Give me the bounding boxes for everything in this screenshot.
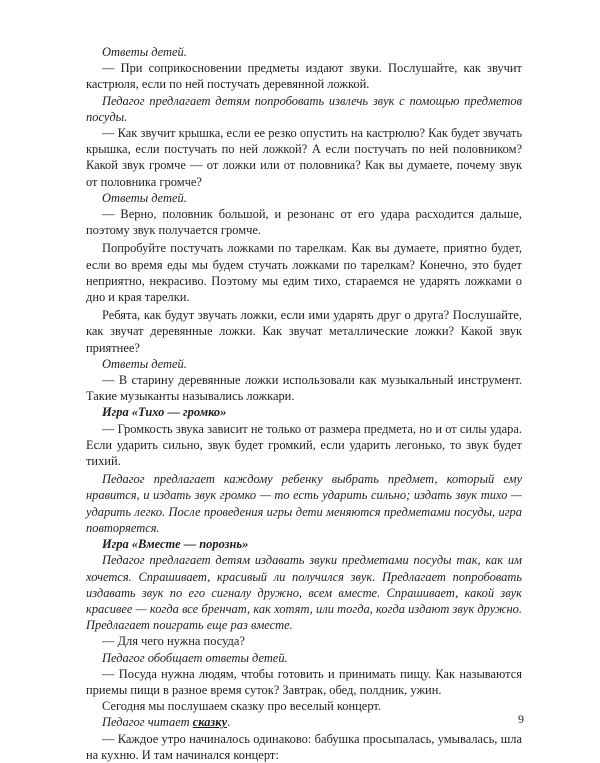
period: .: [227, 715, 231, 730]
paragraph-children-answers: Ответы детей.: [102, 190, 187, 205]
heading-game-quiet-loud: Игра «Тихо — громко»: [102, 405, 227, 420]
paragraph-volume: — Громкость звука зависит не только от размера предмета, но и от силы удара. Если ударить сильно, звук будет громкий, если ударить легонько, то звук будет тихий.: [86, 421, 522, 469]
paragraph-lozhkari: — В старину деревянные ложки использовали как музыкальный инструмент. Такие музыканты назывались ложкари.: [86, 373, 522, 404]
paragraph-teacher-summarizes: Педагог обобщает ответы детей.: [102, 650, 288, 665]
paragraph-together-instructions: Педагог предлагает детям издавать звуки предметами посуды так, как им хочется. Спрашивает, красивый ли получился звук. Предлагает попробовать издавать звук по его сигналу дружно, всем вместе. Спрашивает, какой звук красивее — когда все бренчат, как хотят, или тогда, когда издают звук дружно. Предлагает поиграть еще раз вместе.: [86, 553, 522, 633]
paragraph-spoons: Ребята, как будут звучать ложки, если ими ударять друг о друга? Послушайте, как звучат деревянные ложки. Как звучат металлические ложки? Какой звук приятнее?: [86, 308, 522, 355]
paragraph-children-answers: Ответы детей.: [102, 45, 187, 59]
paragraph-teacher-reads: [86, 714, 522, 730]
paragraph-meals: — Посуда нужна людям, чтобы готовить и принимать пищу. Как называются приемы пищи в разное время суток? Завтрак, обед, полдник, ужин.: [86, 666, 522, 697]
paragraph-dishes-question: — Для чего нужна посуда?: [102, 634, 245, 649]
paragraph-lid-questions: — Как звучит крышка, если ее резко опустить на кастрюлю? Как будет звучать крышка, если постучать по ней ложкой? А если постучать по ней половником? Какой звук громче — от ложки или от половника? Как вы думаете, почему звук от половника громче?: [86, 126, 522, 189]
paragraph-ladle-resonance: — Верно, половник большой, и резонанс от его удара расходится дальше, поэтому звук получается громче.: [86, 207, 522, 238]
paragraph-plates: Попробуйте постучать ложками по тарелкам. Как вы думаете, приятно будет, если во время еды мы будем стучать ложками по тарелкам? Конечно, это будет неприятно, некрасиво. Поэтому мы едим тихо, стараемся не ударять ложками о дно и края тарелки.: [86, 241, 522, 305]
page-number: 9: [518, 712, 524, 726]
paragraph-morning-concert: — Каждое утро начиналось одинаково: бабушка просыпалась, умывалась, шла на кухню. И там начинался концерт:: [86, 731, 522, 762]
paragraph-saucepan-sound: — При соприкосновении предметы издают звуки. Послушайте, как звучит кастрюля, если по ней постучать деревянной ложкой.: [86, 61, 522, 92]
paragraph-children-answers: Ответы детей.: [102, 356, 187, 371]
paragraph-game-instructions: Педагог предлагает каждому ребенку выбрать предмет, который ему нравится, и издать звук громко — то есть ударить сильно; издать звук тихо — ударить легко. После проведения игры дети меняются предметами посуды, игра повторяется.: [86, 472, 522, 535]
paragraph-teacher-offers: Педагог предлагает детям попробовать извлечь звук с помощью предметов посуды.: [86, 93, 522, 124]
heading-game-together-apart: Игра «Вместе — порознь»: [102, 537, 249, 552]
teacher-reads-text: Педагог читает: [102, 715, 193, 730]
paragraph-fairy-tale-intro: Сегодня мы послушаем сказку про веселый концерт.: [102, 699, 381, 714]
fairy-tale-word: сказку: [192, 715, 228, 730]
document-body: [86, 44, 522, 763]
